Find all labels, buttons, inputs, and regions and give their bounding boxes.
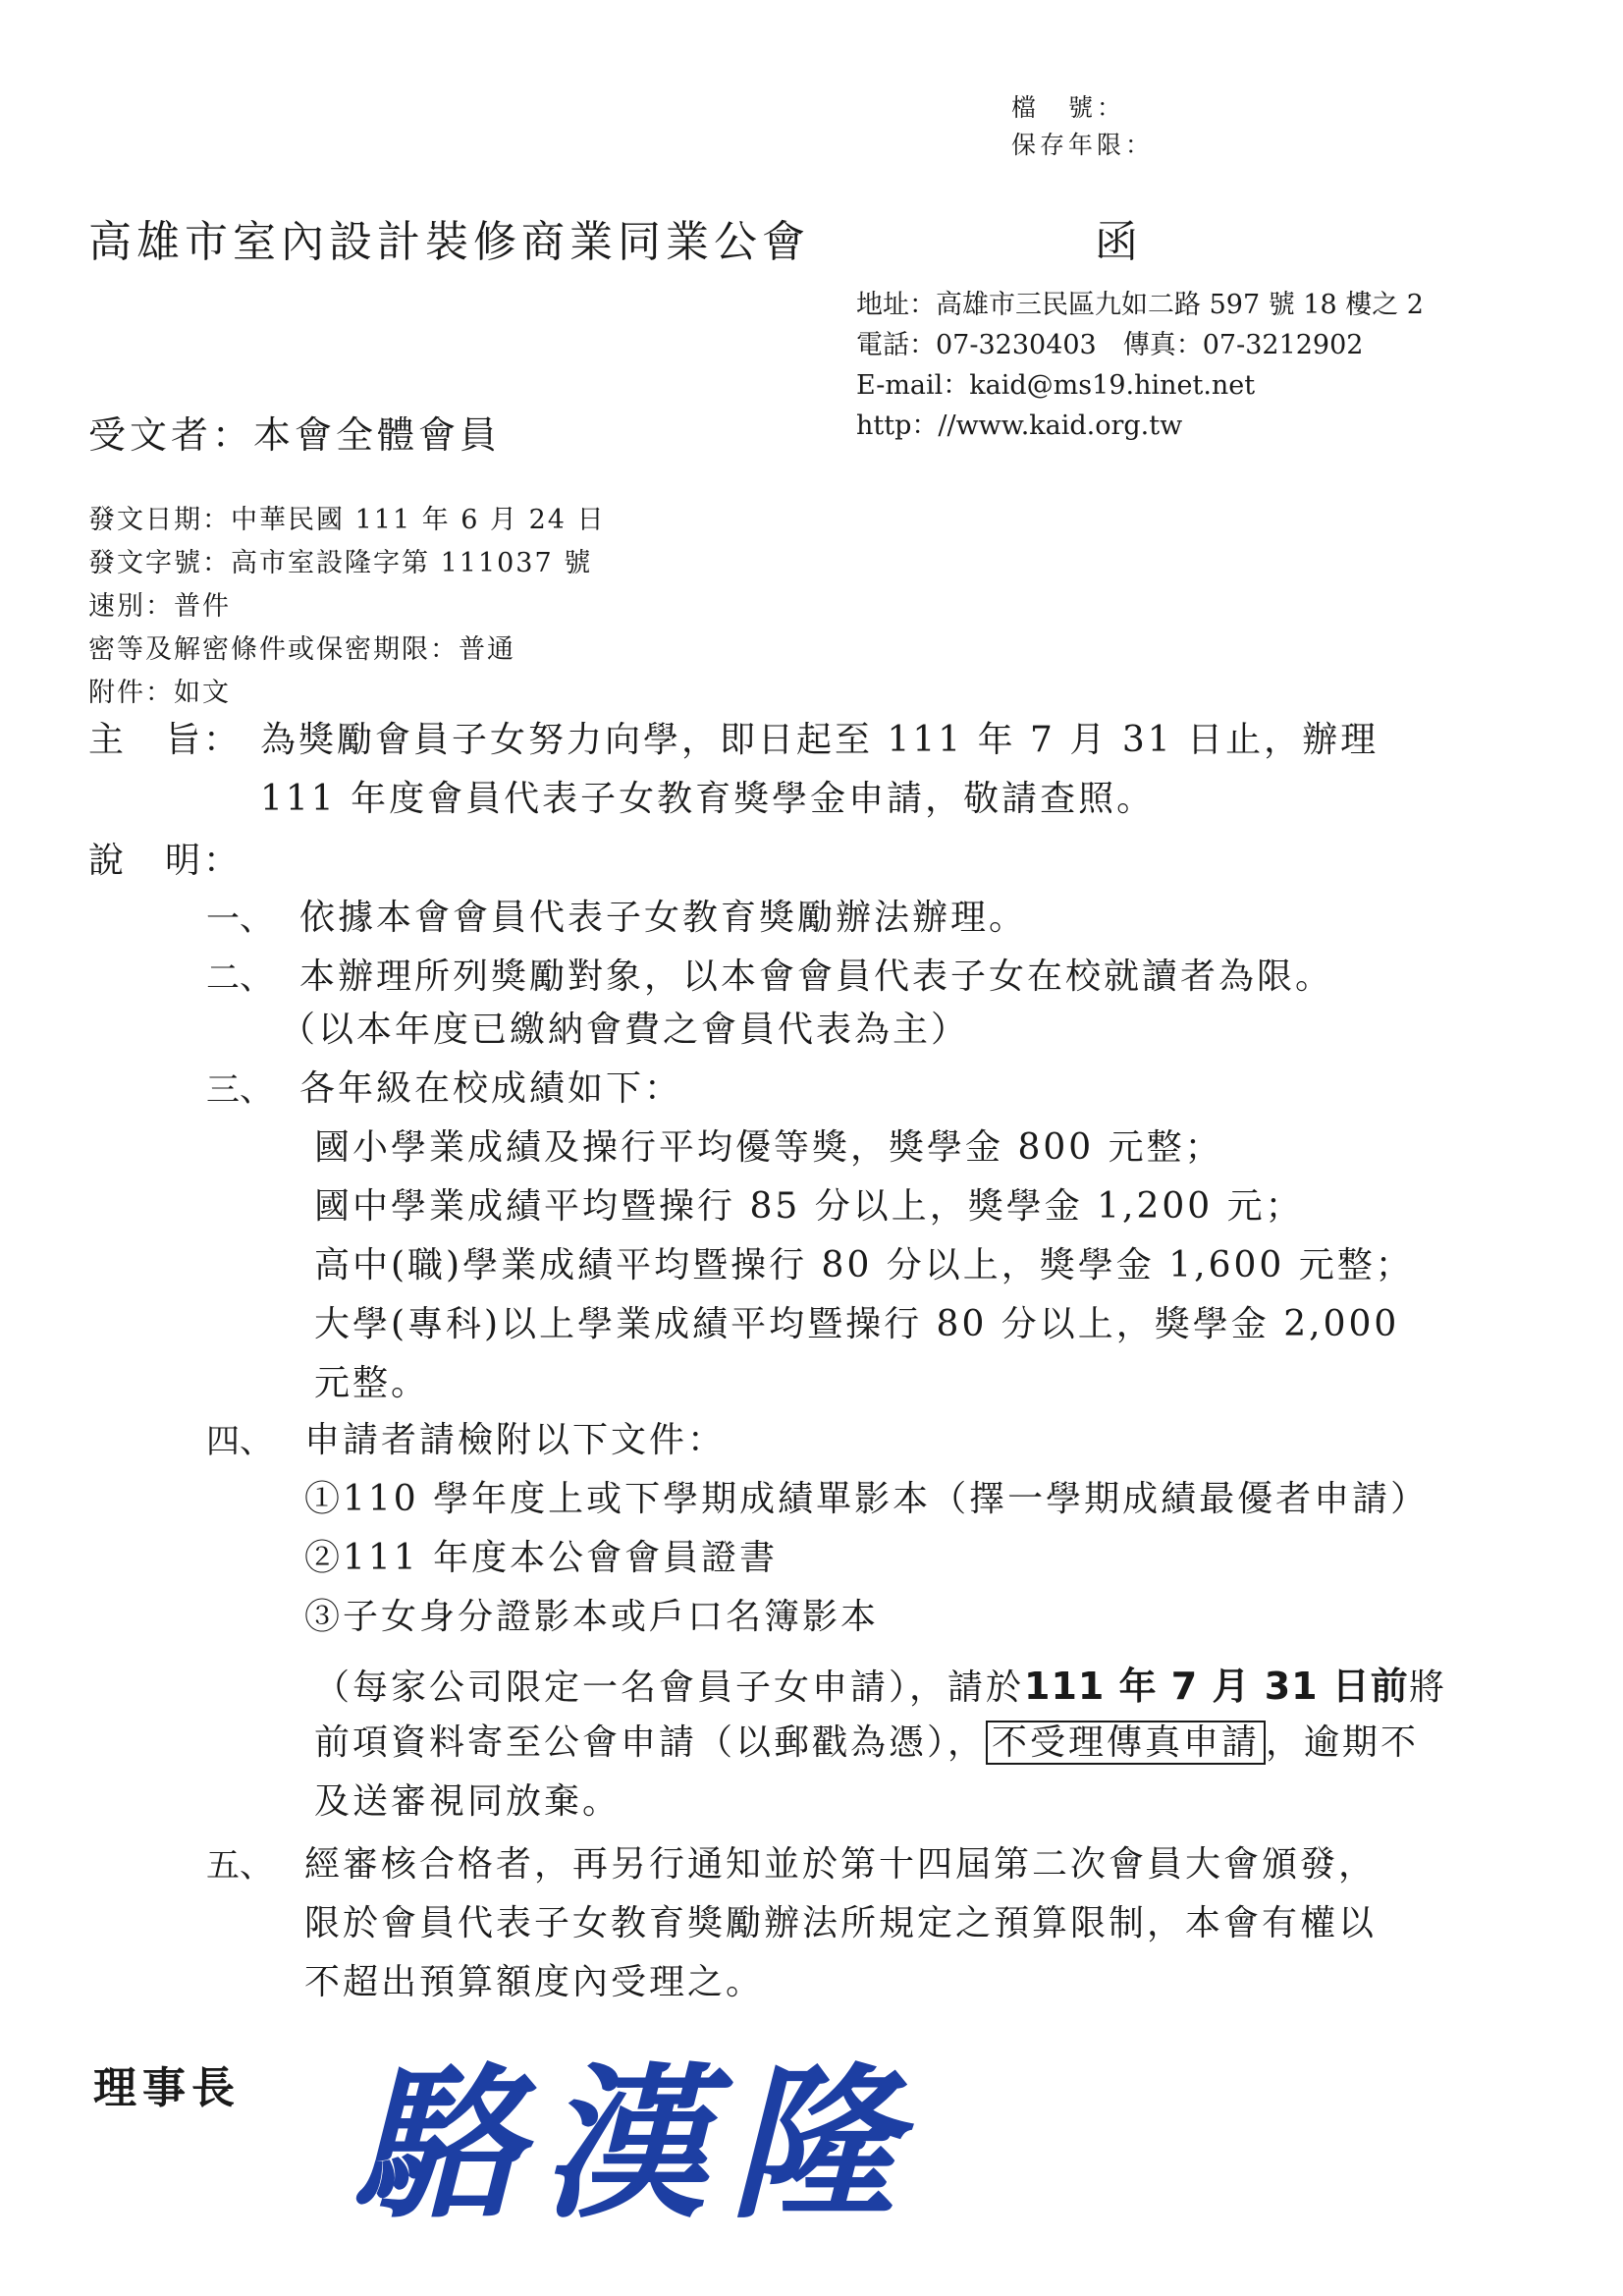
contact-email: E-mail：kaid@ms19.hinet.net <box>856 370 1256 401</box>
explanation-label: 說 明： <box>88 841 243 881</box>
item-5-number: 五、 <box>206 1846 273 1886</box>
file-number-label: 檔 號： <box>1011 93 1126 122</box>
grade-line-elementary: 國小學業成績及操行平均優等獎，獎學金 800 元整； <box>314 1127 1223 1168</box>
document-type: 函 <box>1095 217 1143 267</box>
item-4-note-line-2 <box>314 1715 1419 1765</box>
item-4-number: 四、 <box>206 1422 273 1461</box>
contact-website: http：//www.kaid.org.tw <box>856 410 1183 441</box>
retention-period-label: 保存年限： <box>1011 131 1155 159</box>
item-2-text: 本辦理所列獎勵對象，以本會會員代表子女在校就讀者為限。 <box>299 957 1334 997</box>
overdue-prefix: ，逾期不 <box>1266 1722 1420 1763</box>
chairman-title: 理事長 <box>93 2063 241 2113</box>
item-5-line-2: 限於會員代表子女教育獎勵辦法所規定之預算限制，本會有權以 <box>304 1903 1378 1943</box>
item-3-number: 三、 <box>206 1070 273 1110</box>
required-doc-3: ③子女身分證影本或戶口名簿影本 <box>304 1597 880 1637</box>
deadline-bold: 111 年 7 月 31 日前 <box>1024 1665 1409 1708</box>
item-1-number: 一、 <box>206 900 273 939</box>
item-1-text: 依據本會會員代表子女教育獎勵辦法辦理。 <box>299 898 1028 938</box>
organization-name: 高雄市室內設計裝修商業同業公會 <box>88 217 810 267</box>
item-4-text: 申請者請檢附以下文件： <box>304 1420 727 1460</box>
grade-line-junior-high: 國中學業成績平均暨操行 85 分以上，獎學金 1,200 元； <box>314 1186 1304 1227</box>
chairman-signature-stamp: 駱漢隆 <box>353 2047 919 2241</box>
attachment-line: 附件：如文 <box>88 678 231 708</box>
item-4-note-line-1 <box>314 1656 1447 1710</box>
grade-line-university: 大學(專科)以上學業成績平均暨操行 80 分以上，獎學金 2,000 <box>314 1304 1400 1344</box>
reference-number: 發文字號：高市室設隆字第 111037 號 <box>88 548 593 578</box>
note-prefix: （每家公司限定一名會員子女申請），請於 <box>314 1667 1025 1708</box>
contact-phone-fax: 電話：07-3230403 傳真：07-3212902 <box>856 330 1364 360</box>
item-5-line-3: 不超出預算額度內受理之。 <box>304 1962 765 2002</box>
required-doc-1: ①110 學年度上或下學期成績單影本（擇一學期成績最優者申請） <box>304 1479 1430 1519</box>
delivery-speed: 速別：普件 <box>88 591 231 622</box>
recipient-line: 受文者：本會全體會員 <box>88 413 502 457</box>
item-5-line-1: 經審核合格者，再另行通知並於第十四屆第二次會員大會頒發， <box>304 1844 1378 1885</box>
secrecy-level: 密等及解密條件或保密期限：普通 <box>88 634 515 665</box>
grade-line-university-cont: 元整。 <box>314 1363 430 1403</box>
no-fax-notice: 不受理傳真申請 <box>986 1721 1266 1765</box>
contact-address: 地址：高雄市三民區九如二路 597 號 18 樓之 2 <box>856 290 1424 320</box>
item-3-text: 各年級在校成績如下： <box>299 1068 683 1109</box>
mail-instruction: 前項資料寄至公會申請（以郵戳為憑）， <box>314 1722 987 1763</box>
item-4-note-line-3: 及送審視同放棄。 <box>314 1781 622 1822</box>
required-doc-2: ②111 年度本公會會員證書 <box>304 1538 779 1578</box>
note-suffix: 將 <box>1408 1667 1447 1708</box>
item-2-note: （以本年度已繳納會費之會員代表為主） <box>280 1010 970 1050</box>
subject-line-2: 111 年度會員代表子女教育獎學金申請，敬請查照。 <box>260 779 1156 819</box>
issue-date: 發文日期：中華民國 111 年 6 月 24 日 <box>88 505 606 535</box>
subject-label: 主 旨： <box>88 720 243 760</box>
grade-line-senior-high: 高中(職)學業成績平均暨操行 80 分以上，獎學金 1,600 元整； <box>314 1245 1414 1285</box>
subject-line-1: 為獎勵會員子女努力向學，即日起至 111 年 7 月 31 日止，辦理 <box>260 720 1380 760</box>
item-2-number: 二、 <box>206 958 273 998</box>
